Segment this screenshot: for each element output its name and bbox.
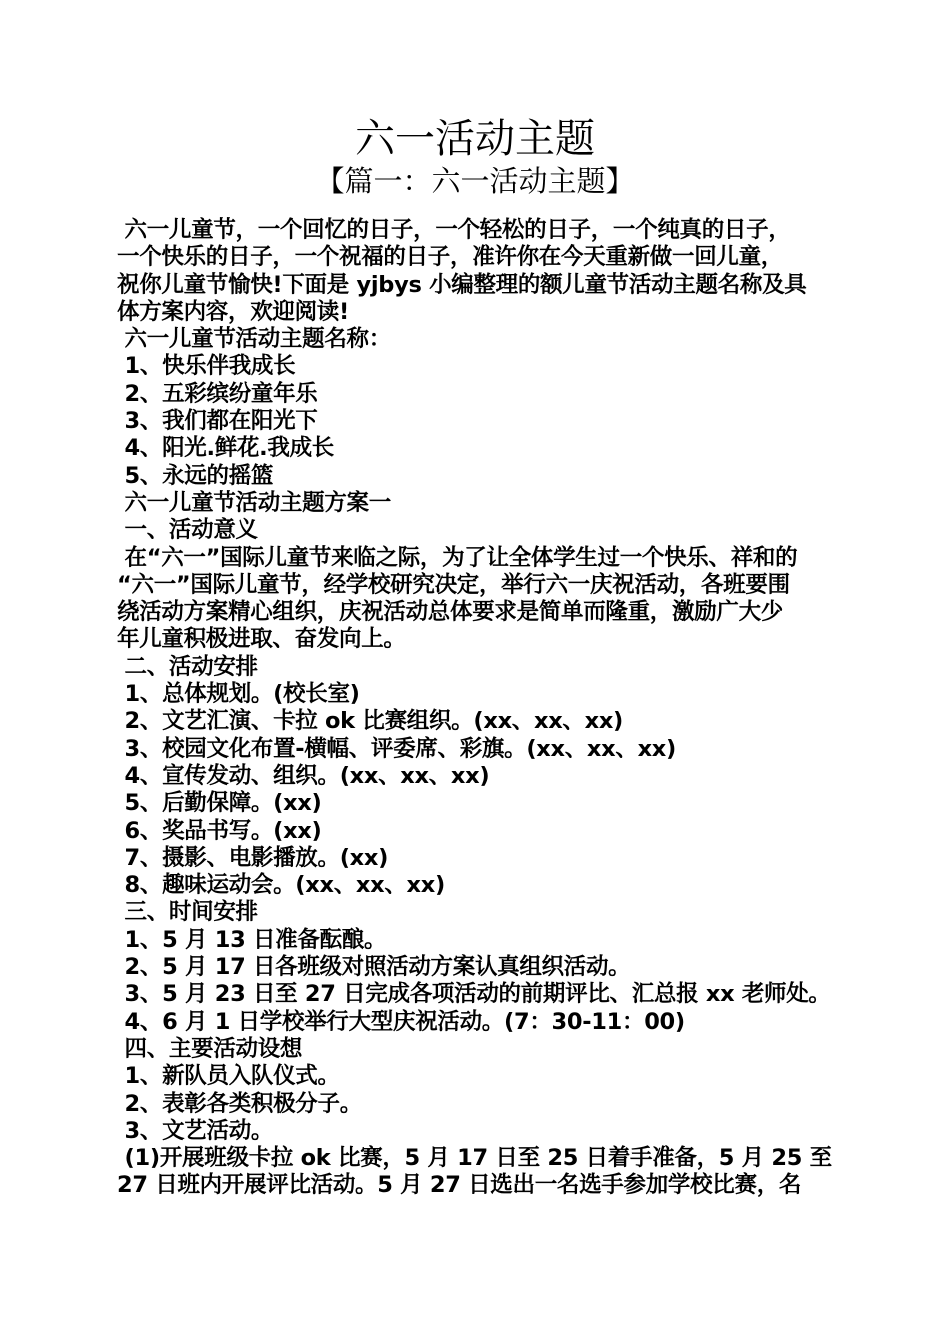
body-line: 一个快乐的日子，一个祝福的日子，准许你在今天重新做一回儿童， xyxy=(117,244,784,271)
body-line: 3、文艺活动。 xyxy=(117,1117,274,1144)
body-line: 6、奖品书写。(xx) xyxy=(117,817,322,844)
body-line: 8、趣味运动会。(xx、xx、xx) xyxy=(117,872,445,899)
body-line: 一、活动意义 xyxy=(117,517,258,544)
body-line: 3、我们都在阳光下 xyxy=(117,408,318,435)
body-line: 绕活动方案精心组织，庆祝活动总体要求是简单而隆重，激励广大少 xyxy=(117,599,784,626)
body-line: 体方案内容，欢迎阅读! xyxy=(117,298,349,325)
body-line: 4、6 月 1 日学校举行大型庆祝活动。(7：30-11：00) xyxy=(117,1008,685,1035)
body-line: 1、快乐伴我成长 xyxy=(117,353,296,380)
body-line: 二、活动安排 xyxy=(117,653,258,680)
body-line: 祝你儿童节愉快!下面是 yjbys 小编整理的额儿童节活动主题名称及具 xyxy=(117,271,807,298)
body-line: 2、文艺汇演、卡拉 ok 比赛组织。(xx、xx、xx) xyxy=(117,708,624,735)
body-line: 5、后勤保障。(xx) xyxy=(117,790,322,817)
body-line: 六一儿童节，一个回忆的日子，一个轻松的日子，一个纯真的日子， xyxy=(117,217,791,243)
document-subtitle: 【篇一：六一活动主题】 xyxy=(315,164,635,198)
body-line: 2、五彩缤纷童年乐 xyxy=(117,380,318,407)
body-line: 三、时间安排 xyxy=(117,899,258,926)
body-line: 4、宣传发动、组织。(xx、xx、xx) xyxy=(117,762,490,789)
body-line: 四、主要活动设想 xyxy=(117,1035,303,1062)
body-line: (1)开展班级卡拉 ok 比赛，5 月 17 日至 25 日着手准备，5 月 25 至 xyxy=(117,1145,832,1172)
document-body xyxy=(117,217,837,1200)
body-line: 7、摄影、电影播放。(xx) xyxy=(117,844,389,871)
body-line: 六一儿童节活动主题名称： xyxy=(117,326,391,353)
body-line: “六一”国际儿童节，经学校研究决定，举行六一庆祝活动，各班要围 xyxy=(117,571,790,598)
body-line: 5、永远的摇篮 xyxy=(117,462,274,489)
body-line: 27 日班内开展评比活动。5 月 27 日选出一名选手参加学校比赛，名 xyxy=(117,1172,802,1199)
body-line: 3、校园文化布置-横幅、评委席、彩旗。(xx、xx、xx) xyxy=(117,735,676,762)
body-line: 2、5 月 17 日各班级对照活动方案认真组织活动。 xyxy=(117,954,631,981)
body-line: 年儿童积极进取、奋发向上。 xyxy=(117,626,406,653)
body-line: 六一儿童节活动主题方案一 xyxy=(117,489,391,516)
body-line: 2、表彰各类积极分子。 xyxy=(117,1090,362,1117)
body-line: 3、5 月 23 日至 27 日完成各项活动的前期评比、汇总报 xx 老师处。 xyxy=(117,981,831,1008)
document-title: 六一活动主题 xyxy=(355,116,595,162)
body-line: 在“六一”国际儿童节来临之际，为了让全体学生过一个快乐、祥和的 xyxy=(117,544,798,571)
body-line: 1、新队员入队仪式。 xyxy=(117,1063,340,1090)
body-line: 1、总体规划。(校长室) xyxy=(117,681,360,708)
body-line: 1、5 月 13 日准备酝酿。 xyxy=(117,926,387,953)
body-line: 4、阳光.鲜花.我成长 xyxy=(117,435,334,462)
